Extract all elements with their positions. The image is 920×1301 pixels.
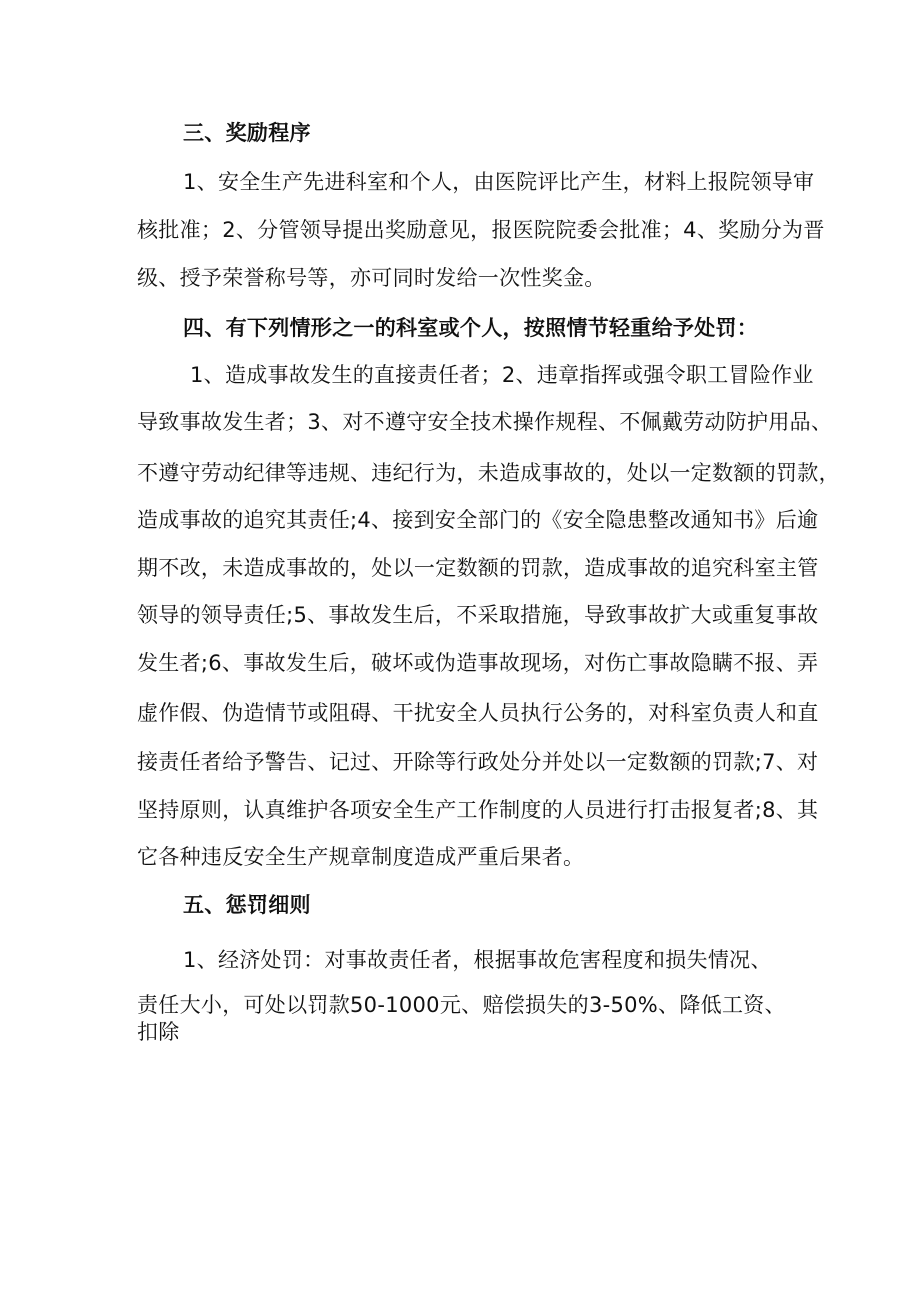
paragraph-line: 1、造成事故发生的直接责任者；2、违章指挥或强令职工冒险作业 [190, 363, 814, 387]
paragraph-line: 造成事故的追究其责任;4、接到安全部门的《安全隐患整改通知书》后逾 [137, 508, 819, 532]
paragraph-line: 核批准；2、分管领导提出奖励意见，报医院院委会批准；4、奖励分为晋 [137, 218, 825, 242]
paragraph-line: 1、安全生产先进科室和个人，由医院评比产生，材料上报院领导审 [183, 170, 815, 194]
paragraph-line: 它各种违反安全生产规章制度造成严重后果者。 [137, 845, 585, 869]
section-heading: 三、奖励程序 [183, 121, 311, 145]
paragraph-line: 不遵守劳动纪律等违规、违纪行为，未造成事故的，处以一定数额的罚款， [137, 461, 840, 485]
paragraph-line: 虚作假、伪造情节或阻碍、干扰安全人员执行公务的，对科室负责人和直 [137, 701, 819, 725]
paragraph-line: 发生者;6、事故发生后，破坏或伪造事故现场，对伤亡事故隐瞒不报、弄 [137, 651, 819, 675]
paragraph-line: 级、授予荣誉称号等，亦可同时发给一次性奖金。 [137, 266, 606, 290]
paragraph-line: 期不改，未造成事故的，处以一定数额的罚款，造成事故的追究科室主管 [137, 556, 819, 580]
section-heading: 四、有下列情形之一的科室或个人，按照情节轻重给予处罚： [183, 316, 759, 340]
paragraph-line: 领导的领导责任;5、事故发生后，不采取措施，导致事故扩大或重复事故 [137, 603, 819, 627]
section-heading: 五、惩罚细则 [183, 893, 311, 917]
paragraph-line: 导致事故发生者；3、对不遵守安全技术操作规程、不佩戴劳动防护用品、 [137, 410, 833, 434]
paragraph-line: 1、经济处罚：对事故责任者，根据事故危害程度和损失情况、 [183, 948, 772, 972]
paragraph-line: 坚持原则，认真维护各项安全生产工作制度的人员进行打击报复者;8、其 [137, 798, 819, 822]
paragraph-line: 责任大小，可处以罚款50-1000元、赔偿损失的3-50%、降低工资、 [137, 993, 786, 1017]
paragraph-line: 接责任者给予警告、记过、开除等行政处分并处以一定数额的罚款;7、对 [137, 750, 819, 774]
paragraph-line: 扣除 [137, 1020, 180, 1044]
